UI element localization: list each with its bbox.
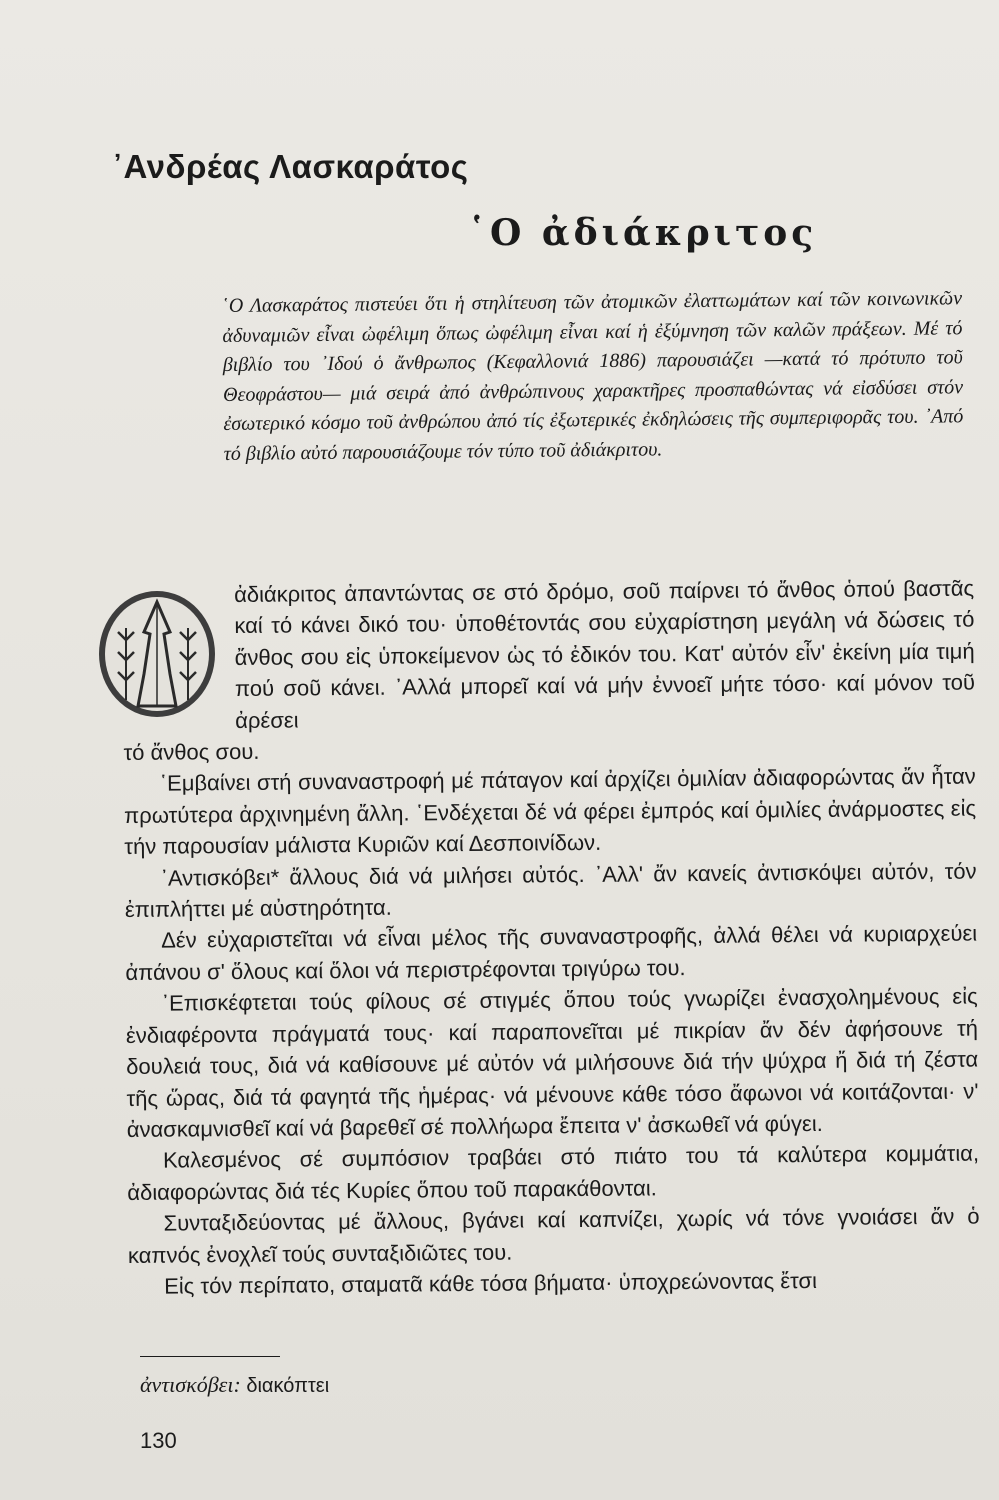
paragraph-1-start: ἀδιάκριτος ἀπαντώντας σε στό δρόμο, σοῦ παίρνει τό ἄνθος ὁπού βαστᾶς καί τό κάνει δικό του· ὑποθέτοντάς σου εὐχαρίστηση μεγάλη νά δώσεις τό ἄνθος σου εἰς ὑποκείμενον ὡς τό ἐδικόν του. Κατ' αὐτόν εἶν' ἐκείνη μία τιμή πού σοῦ κάνει. ᾿Αλλά μπορεῖ καί νά μήν ἐννοεῖ μήτε τόσο· καί μόνον τοῦ ἀρέσει bbox=[234, 575, 976, 733]
story-title: ῾Ο ἀδιάκριτος bbox=[468, 212, 818, 254]
footnote-divider bbox=[140, 1356, 280, 1357]
paragraph-3: ᾿Αντισκόβει* ἄλλους διά νά μιλήσει αὐτός. ᾿Αλλ' ἄν κανείς ἀντισκόψει αὐτόν, τόν ἐπιπλήττει μέ αὐστηρότητα. bbox=[124, 858, 977, 923]
paragraph-8: Εἰς τόν περίπατο, σταματᾶ κάθε τόσα βήματα· ὑποχρεώνοντας ἔτσι bbox=[164, 1267, 818, 1299]
footnote bbox=[140, 1372, 329, 1398]
paragraph-4: Δέν εὐχαριστεῖται νά εἶναι μέλος τῆς συναναστροφῆς, ἀλλά θέλει νά κυριαρχεύει ἀπάνου σ' ὅλους καί ὅλοι νά περιστρέφονται τριγύρω του. bbox=[125, 921, 978, 985]
story-body bbox=[122, 573, 980, 1303]
page-number: 130 bbox=[140, 1428, 177, 1453]
intro-text bbox=[222, 284, 964, 469]
paragraph-7: Συνταξιδεύοντας μέ ἄλλους, βγάνει καί καπνίζει, χωρίς νά τόνε γνοιάσει ἄν ὁ καπνός ἐνοχλεῖ τούς συνταξιδιῶτες του. bbox=[127, 1203, 980, 1268]
intro-paragraph: ῾Ο Λασκαράτος πιστεύει ὅτι ἡ στηλίτευση τῶν ἀτομικῶν ἐλαττωμάτων καί τῶν κοινωνικῶν ἀδυναμιῶν εἶναι ὠφέλιμη ὅπως ὠφέλιμη εἶναι καί ἡ ἐξύμνηση τῶν καλῶν πράξεων. Μέ τό βιβλίο του ᾿Ιδού ὁ ἄνθρωπος (Κεφαλλονιά 1886) παρουσιάζει —κατά τό πρότυπο τοῦ Θεοφράστου— μιά σειρά ἀπό ἀνθρώπινους χαρακτῆρες προσπαθώντας νά εἰσδύσει στόν ἐσωτερικό κόσμο τοῦ ἀνθρώπου ἀπό τίς ἐξωτερικές ἐκδηλώσεις τῆς συμπεριφορᾶς του. ᾿Από τό βιβλίο αὐτό παρουσιάζουμε τόν τύπο τοῦ ἀδιάκριτου. bbox=[222, 287, 964, 465]
footnote-definition: διακόπτει bbox=[246, 1375, 330, 1397]
paragraph-2: ῾Εμβαίνει στή συναναστροφή μέ πάταγον καί ἀρχίζει ὁμιλίαν ἀδιαφορώντας ἄν ἦταν πρωτύτερα ἀρχινημένη ἄλλη. ῾Ενδέχεται δέ νά φέρει ἐμπρός καί ὁμιλίες ἀνάρμοστες εἰς τήν παρουσίαν μάλιστα Κυριῶν καί Δεσποινίδων. bbox=[123, 763, 977, 860]
paragraph-6: Καλεσμένος σέ συμπόσιον τραβάει στό πιάτο του τά καλύτερα κομμάτια, ἀδιαφορώντας διά τές Κυρίες ὅπου τοῦ παρακάθονται. bbox=[127, 1140, 980, 1205]
paragraph-1-end: τό ἄνθος σου. bbox=[123, 738, 260, 766]
author-heading: ᾿Ανδρέας Λασκαράτος bbox=[112, 148, 469, 185]
footnote-term: ἀντισκόβει: bbox=[140, 1372, 241, 1397]
paragraph-5: ᾿Επισκέφτεται τούς φίλους σέ στιγμές ὅπου τούς γνωρίζει ἐνασχολημένους εἰς ἐνδιαφέροντα πράγματά τους· καί παραπονεῖται μέ πικρίαν ἄν δέν ἀφήσουνε τή δουλειά τους, διά νά καθίσουνε μέ αὐτόν νά μιλήσουνε διά τήν ψύχρα ἤ διά τή ζέστα τῆς ὥρας, διά τά φαγητά τῆς ἡμέρας· νά μένουνε κάθε τόσο ἄφωνοι νά κοιτάζονται· ν' ἀνασκαμνισθεῖ καί νά βαρεθεῖ σέ πολλήωρα ἔπειτα ν' ἀσκωθεῖ νά φύγει. bbox=[125, 983, 979, 1142]
